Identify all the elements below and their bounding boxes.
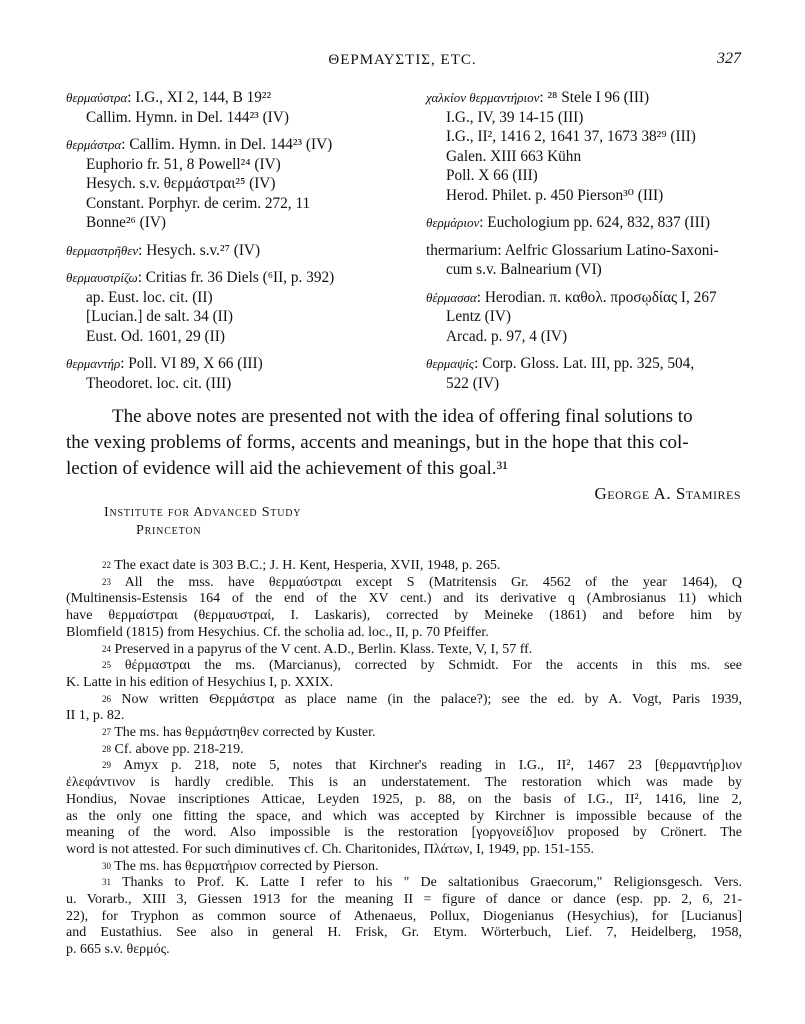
entry-line: Eust. Od. 1601, 29 (II)	[86, 327, 225, 345]
footnote	[66, 875, 742, 959]
footnote-line: ἐλεφάντινον is hardly credible. This is an understatement. The restoration which was made by	[66, 775, 742, 791]
footnote-line: All the mss. have θερμαύστραι except S (Matritensis Gr. 4562 of the year 1464), Q	[124, 574, 742, 590]
entry-line: Critias fr. 36 Diels (⁶II, p. 392)	[145, 269, 335, 286]
footnote-line: have θερμαίστραι (θερμαυστραί, I. Laskaris), corrected by Meineke (1861) and before him by	[66, 608, 742, 624]
footnote	[66, 859, 742, 876]
page-number: 327	[717, 50, 741, 67]
entry: θερμαστρῆθεν: Hesych. s.v.²⁷ (IV)	[66, 241, 261, 259]
footnote-number: 29	[102, 760, 111, 771]
footnote-line: The ms. has θερμάστηθεν corrected by Kuster.	[114, 725, 376, 741]
entry-line: Euchologium pp. 624, 832, 837 (III)	[487, 214, 710, 231]
footnote-number: 28	[102, 743, 111, 754]
footnote	[66, 558, 742, 575]
entry: θερμαντήρ: Poll. VI 89, X 66 (III) Theodoret. loc. cit. (III)	[66, 354, 406, 393]
closing-paragraph	[66, 404, 742, 482]
footnote-line: Amyx p. 218, note 5, notes that Kirchner's reading in I.G., II², 1467 23 [θερμαντήρ]ιον	[123, 758, 742, 774]
left-column	[66, 88, 406, 401]
entry-term: χαλκίον θερμαντήριον	[426, 90, 540, 105]
entry-line: [Lucian.] de salt. 34 (II)	[86, 308, 233, 325]
entry-line: Herodian. π. καθολ. προσῳδίας I, 267	[484, 288, 717, 306]
footnote-number: 22	[102, 560, 111, 570]
footnote-line: meaning of the word. Also impossible is the restoration [γοργονείδ]ιον proposed by Crönert. The	[66, 825, 742, 841]
footnote	[66, 575, 742, 642]
entry-term: θερμαύστρα	[66, 90, 128, 105]
footnote-number: 27	[102, 727, 111, 738]
entry: θερμαύστρα: I.G., XI 2, 144, B 19²² Callim. Hymn. in Del. 144²³ (IV)	[66, 88, 406, 127]
footnote-line: (Multinensis-Estensis 164 of the end of the XV cent.) and its derivative q (Ambrosianus 11) which	[66, 591, 742, 607]
entry-term: θερμαυστρίζω	[66, 270, 138, 285]
footnote-line: Blomfield (1815) from Hesychius. Cf. the scholia ad. loc., II, p. 70 Pfeiffer.	[66, 624, 489, 640]
footnote-line: Hondius, Novae inscriptiones Atticae, Leyden 1925, p. 88, on the basis of I.G., II², 1416, line 2,	[66, 791, 742, 807]
footnote-line: Now written Θερμάστρα as place name (in the palace?); see the ed. by A. Vogt, Paris 1939,	[121, 691, 743, 707]
entry-term: θερμαστρῆθεν	[66, 242, 139, 258]
entry-line: Constant. Porphyr. de cerim. 272, 11	[86, 194, 311, 212]
footnote	[66, 742, 742, 759]
footnote-line: word is not attested. For such diminutives cf. Ch. Charitonides, Πλάτων, I, 1949, pp. 151-155.	[66, 841, 594, 857]
footnote-line: u. Vorarb., XIII 3, Giessen 1913 for the meaning II = figure of dance or dance (esp. pp. 2, 6, 21-	[66, 892, 742, 908]
entry-line: Poll. VI 89, X 66 (III)	[128, 355, 263, 372]
entry-term: θερμαντήρ	[66, 356, 121, 371]
entry-line: Lentz (IV)	[446, 308, 511, 325]
entry-term: thermarium	[426, 241, 498, 259]
footnote-line: θέρμαστραι the ms. (Marcianus), corrected by Schmidt. For the accents in this ms. see	[124, 658, 743, 674]
footnote-line: Thanks to Prof. K. Latte I refer to his " De saltationibus Graecorum," Religionsgesch. Vers.	[122, 875, 742, 891]
entry: θερμάστρα: Callim. Hymn. in Del. 144²³ (IV) Euphorio fr. 51, 8 Powell²⁴ (IV) Hesych. s.v. θερμάστραι²⁵ (IV) Constant. Porphyr. de cerim. 272, 11 Bonne²⁶ (IV)	[66, 135, 406, 233]
entry-term: θερμάριον	[426, 215, 480, 230]
author-affiliation	[104, 504, 301, 540]
entry-line: Herod. Philet. p. 450 Pierson³⁰ (III)	[446, 186, 664, 204]
entry-line: Corp. Gloss. Lat. III, pp. 325, 504,	[482, 355, 695, 372]
entry-line: I.G., XI 2, 144, B 19²²	[135, 89, 272, 106]
footnote-number: 30	[102, 860, 111, 871]
footnote-line: K. Latte in his edition of Hesychius I, p. XXIX.	[66, 674, 334, 690]
entry-term: θερμάστρα	[66, 137, 122, 152]
entry-line: Aelfric Glossarium Latino-Saxoni-	[504, 241, 719, 259]
author-signature: George A. Stamires	[594, 484, 741, 503]
entry: χαλκίον θερμαντήριον: ²⁸ Stele I 96 (III) I.G., IV, 39 14-15 (III) I.G., II², 1416 2, 1641 37, 1673 38²⁹ (III) Galen. XIII 663 Kühn Poll. X 66 (III) Herod. Philet. p. 450 Pierson³⁰ (III)	[426, 88, 746, 205]
entry-line: Callim. Hymn. in Del. 144²³ (IV)	[86, 108, 289, 126]
footnote	[66, 642, 742, 659]
entry: θερμάριον: Euchologium pp. 624, 832, 837 (III)	[426, 214, 710, 231]
entry-line: ²⁸ Stele I 96 (III)	[547, 89, 650, 106]
closing-line: The above notes are presented not with the idea of offering final solutions to	[112, 406, 693, 427]
entry: θερμαυστρίζω: Critias fr. 36 Diels (⁶II, p. 392) ap. Eust. loc. cit. (II) [Lucian.] de salt. 34 (II) Eust. Od. 1601, 29 (II)	[66, 268, 406, 346]
closing-line: the vexing problems of forms, accents and meanings, but in the hope that this col-	[66, 432, 689, 453]
footnote-line: The exact date is 303 B.C.; J. H. Kent, Hesperia, XVII, 1948, p. 265.	[114, 558, 501, 573]
footnote-line: II 1, p. 82.	[66, 708, 125, 724]
footnote	[66, 758, 742, 858]
footnotes	[66, 558, 742, 959]
entry-line: cum s.v. Balnearium (VI)	[446, 261, 602, 278]
entry: θέρμασσα: Herodian. π. καθολ. προσῳδίας I, 267 Lentz (IV) Arcad. p. 97, 4 (IV)	[426, 288, 746, 347]
entry-line: ap. Eust. loc. cit. (II)	[86, 288, 213, 306]
entry-line: Euphorio fr. 51, 8 Powell²⁴ (IV)	[86, 155, 281, 173]
institute-name: Institute for Advanced Study	[104, 505, 302, 520]
running-header-title: ΘΕΡΜΑΥΣΤΙΣ, ETC.	[328, 52, 477, 68]
footnote-line: Cf. above pp. 218-219.	[114, 741, 244, 757]
right-column	[426, 88, 746, 401]
entry-line: I.G., IV, 39 14-15 (III)	[446, 108, 584, 126]
entry-line: Arcad. p. 97, 4 (IV)	[446, 327, 568, 345]
entry-line: 522 (IV)	[446, 374, 500, 392]
entry-line: Theodoret. loc. cit. (III)	[86, 374, 232, 392]
footnote	[66, 725, 742, 742]
footnote-line: p. 665 s.v. θερμός.	[66, 942, 170, 958]
footnote	[66, 692, 742, 725]
footnote-line: The ms. has θερματήριον corrected by Pierson.	[114, 858, 379, 874]
entry: θερμαψίς: Corp. Gloss. Lat. III, pp. 325, 504, 522 (IV)	[426, 354, 746, 393]
entry-line: Callim. Hymn. in Del. 144²³ (IV)	[129, 136, 333, 153]
entry-line: Galen. XIII 663 Kühn	[446, 147, 582, 165]
footnote-number: 31	[102, 877, 111, 888]
footnote-line: as the only one fitting the space, and which was accepted by Kirchner is impossible because of the	[66, 808, 742, 824]
footnote-line: and Eustathius. See also in general H. Frisk, Gr. Etym. Wörterbuch, Lief. 7, Heidelberg, 1958,	[66, 925, 742, 941]
footnote	[66, 658, 742, 691]
entry-term: θερμαψίς	[426, 356, 475, 371]
entry-term: θέρμασσα	[426, 289, 477, 305]
footnote-number: 23	[102, 576, 111, 587]
footnote-line: Preserved in a papyrus of the V cent. A.D., Berlin. Klass. Texte, V, I, 57 ff.	[114, 641, 533, 657]
entry-line: I.G., II², 1416 2, 1641 37, 1673 38²⁹ (III)	[446, 128, 696, 145]
entry: thermarium: Aelfric Glossarium Latino-Saxoni- cum s.v. Balnearium (VI)	[426, 241, 746, 280]
entry-line: Poll. X 66 (III)	[446, 167, 538, 184]
entry-line: Bonne²⁶ (IV)	[86, 214, 167, 231]
entry-line: Hesych. s.v. θερμάστραι²⁵ (IV)	[86, 175, 276, 192]
footnote-line: 22), for Tryphon as common source of Athenaeus, Pollux, Diogenianus (Hesychius), for [Lucianus]	[66, 908, 742, 924]
entry-line: Hesych. s.v.²⁷ (IV)	[146, 241, 261, 259]
footnote-number: 25	[102, 660, 111, 671]
institute-place: Princeton	[136, 523, 202, 538]
closing-line: lection of evidence will aid the achievement of this goal.³¹	[66, 458, 508, 479]
footnote-number: 26	[102, 693, 111, 704]
footnote-number: 24	[102, 643, 111, 654]
